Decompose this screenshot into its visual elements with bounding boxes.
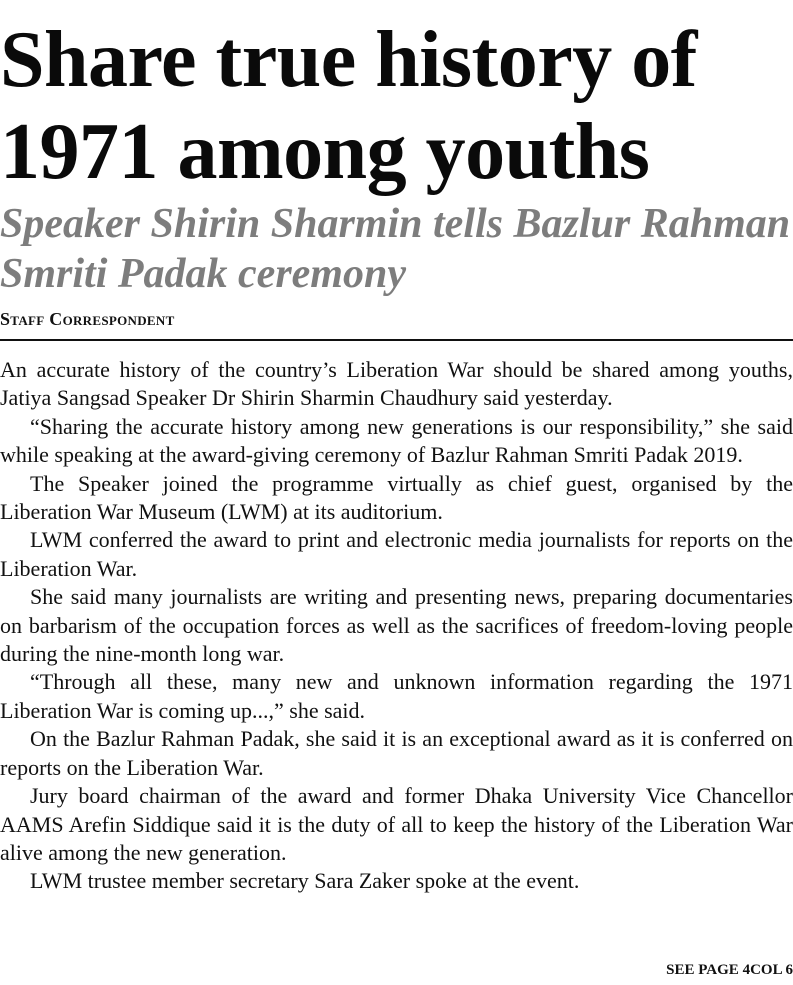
headline: Share true history of 1971 among youths [0,16,697,196]
body-paragraph: “Through all these, many new and unknown information regarding the 1971 Liberation War is coming up...,” she said. [0,669,793,723]
body-paragraph: LWM conferred the award to print and electronic media journalists for reports on the Liberation War. [0,527,793,581]
body-paragraph: The Speaker joined the programme virtually as chief guest, organised by the Liberation War Museum (LWM) at its auditorium. [0,470,793,525]
body-paragraph: “Sharing the accurate history among new generations is our responsibility,” she said while speaking at the award-giving ceremony of Bazlur Rahman Smriti Padak 2019. [0,413,793,468]
byline: Staff Correspondent [0,309,175,329]
continuation-reference: SEE PAGE 4COL 6 [666,962,793,978]
byline-divider [0,339,793,341]
body-paragraph: Jury board chairman of the award and former Dhaka University Vice Chancellor AAMS Arefin Siddique said it is the duty of all to keep the history of the Liberation War alive among the new generation. [0,783,793,865]
body-paragraph: An accurate history of the country’s Liberation War should be shared among youths, Jatiya Sangsad Speaker Dr Shirin Sharmin Chaudhury said yesterday. [0,357,793,411]
article-body [0,356,793,896]
subheadline: Speaker Shirin Sharmin tells Bazlur Rahman Smriti Padak ceremony [0,201,791,297]
body-paragraph: LWM trustee member secretary Sara Zaker spoke at the event. [30,868,580,894]
body-paragraph: On the Bazlur Rahman Padak, she said it is an exceptional award as it is conferred on reports on the Liberation War. [0,726,793,780]
body-paragraph: She said many journalists are writing and presenting news, preparing documentaries on barbarism of the occupation forces as well as the sacrifices of freedom-loving people during the nine-month long war. [0,584,793,667]
